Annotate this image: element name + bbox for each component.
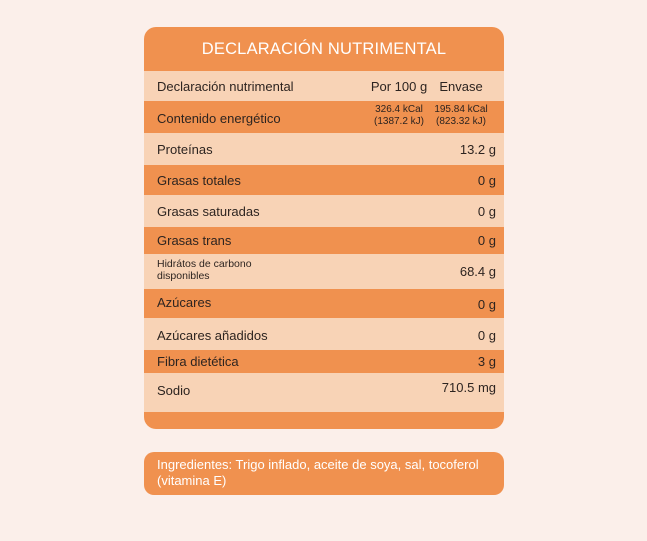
table-title: DECLARACIÓN NUTRIMENTAL xyxy=(201,40,447,58)
row-value: 0 g xyxy=(477,173,496,188)
row-value: 0 g xyxy=(477,328,496,343)
row-label-line2: disponibles xyxy=(157,270,210,282)
table-row xyxy=(144,254,504,289)
row-label: Grasas saturadas xyxy=(157,204,260,219)
header-per-100g: Por 100 g xyxy=(370,79,428,94)
energy-kj-envase: (823.32 kJ) xyxy=(435,116,487,127)
row-value: 13.2 g xyxy=(459,142,496,157)
row-label: Proteínas xyxy=(157,142,213,157)
energy-row xyxy=(144,101,504,133)
header-label: Declaración nutrimental xyxy=(157,79,294,94)
energy-kcal-envase: 195.84 kCal xyxy=(434,104,488,115)
header-envase: Envase xyxy=(439,79,483,94)
row-value: 710.5 mg xyxy=(441,380,496,395)
table-rows xyxy=(144,71,504,412)
row-label xyxy=(157,258,252,282)
row-label: Fibra dietética xyxy=(157,354,239,369)
table-row xyxy=(144,318,504,350)
table-row xyxy=(144,373,504,412)
table-row xyxy=(144,289,504,318)
row-value: 0 g xyxy=(477,233,496,248)
header-row xyxy=(144,71,504,101)
table-row xyxy=(144,165,504,195)
row-label: Azúcares añadidos xyxy=(157,328,268,343)
ingredients-text: Ingredientes: Trigo inflado, aceite de soya, sal, tocoferol (vitamina E) xyxy=(157,457,479,488)
energy-kj-100g: (1387.2 kJ) xyxy=(373,116,425,127)
row-value: 0 g xyxy=(477,204,496,219)
row-label: Grasas totales xyxy=(157,173,241,188)
ingredients-box xyxy=(144,452,504,495)
row-label: Grasas trans xyxy=(157,233,232,248)
row-value: 0 g xyxy=(477,297,496,312)
energy-label: Contenido energético xyxy=(157,111,281,126)
row-label-line1: Hidrátos de carbono xyxy=(157,258,252,270)
row-label: Azúcares xyxy=(157,295,212,310)
row-value: 3 g xyxy=(477,354,496,369)
table-row xyxy=(144,195,504,227)
energy-envase xyxy=(424,104,498,128)
table-row xyxy=(144,227,504,254)
row-label: Sodio xyxy=(157,383,191,398)
table-row xyxy=(144,133,504,165)
nutrition-table xyxy=(144,27,504,429)
table-row xyxy=(144,350,504,373)
row-value: 68.4 g xyxy=(459,264,496,279)
energy-kcal-100g: 326.4 kCal xyxy=(375,104,423,115)
